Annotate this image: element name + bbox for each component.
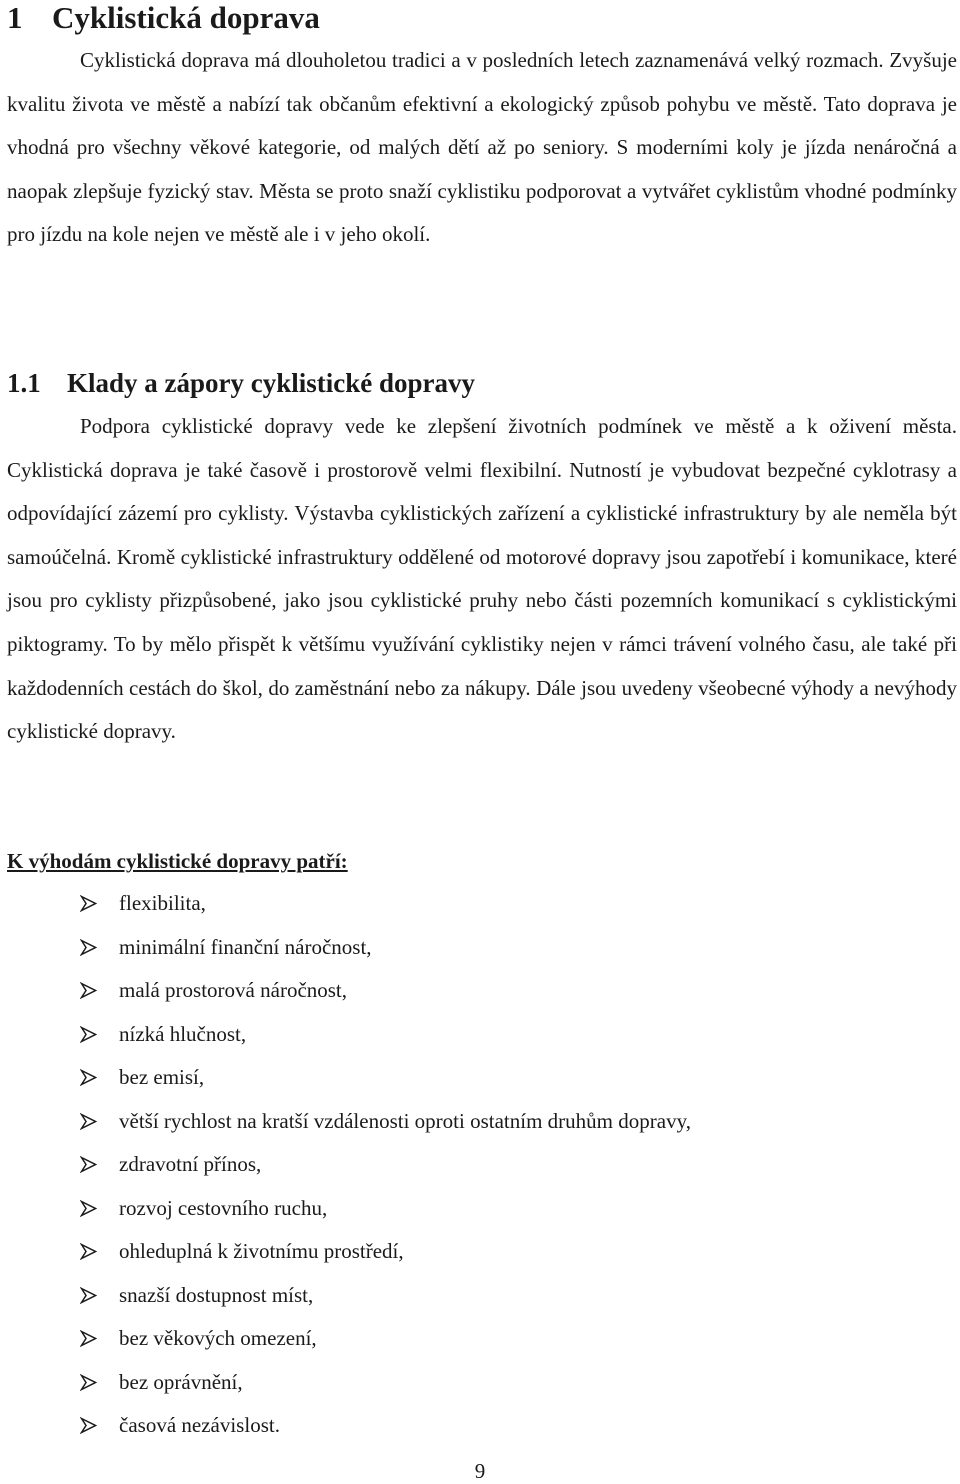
arrowhead-bullet-icon <box>7 1243 119 1260</box>
arrowhead-bullet-icon <box>7 1374 119 1391</box>
arrowhead-bullet-icon <box>7 939 119 956</box>
list-item <box>7 882 691 926</box>
list-item <box>7 1317 691 1361</box>
list-item-text: rozvoj cestovního ruchu, <box>119 1195 328 1220</box>
list-item <box>7 1013 691 1057</box>
list-item <box>7 1361 691 1405</box>
list-item-text: minimální finanční náročnost, <box>119 934 372 959</box>
list-item <box>7 1404 691 1448</box>
page-number: 9 <box>474 1459 486 1483</box>
list-item-text: bez věkových omezení, <box>119 1326 317 1350</box>
list-item <box>7 1056 691 1100</box>
section-number: 1 <box>7 0 23 35</box>
advantages-list <box>7 882 691 1448</box>
section-heading <box>7 0 320 36</box>
list-item <box>7 969 691 1013</box>
list-item <box>7 926 691 970</box>
list-item <box>7 1187 691 1231</box>
list-item-text: bez oprávnění, <box>119 1369 243 1394</box>
list-item <box>7 1274 691 1318</box>
arrowhead-bullet-icon <box>7 1156 119 1173</box>
list-item <box>7 1230 691 1274</box>
arrowhead-bullet-icon <box>7 1330 119 1347</box>
arrowhead-bullet-icon <box>7 1113 119 1130</box>
advantages-heading: K výhodám cyklistické dopravy patří: <box>7 849 348 873</box>
list-item-text: flexibilita, <box>119 891 206 915</box>
arrowhead-bullet-icon <box>7 1287 119 1304</box>
arrowhead-bullet-icon <box>7 1200 119 1217</box>
list-item-text: časová nezávislost. <box>119 1413 280 1437</box>
list-item-text: větší rychlost na kratší vzdálenosti oproti ostatním druhům dopravy, <box>119 1108 691 1133</box>
arrowhead-bullet-icon <box>7 1026 119 1043</box>
arrowhead-bullet-icon <box>7 982 119 999</box>
list-item-text: nízká hlučnost, <box>119 1021 247 1046</box>
subsection-paragraph: Podpora cyklistické dopravy vede ke zlepšení životních podmínek ve městě a k oživení města. Cyklistická doprava je také časově i prostorově velmi flexibilní. Nutností je vybudovat bezpečné cyklotrasy a odpovídající zázemí pro cyklisty. Výstavba cyklistických zařízení a cyklistické infrastruktury by ale neměla být samoúčelná. Kromě cyklistické infrastruktury oddělené od motorové dopravy jsou zapotřebí i komunikace, které jsou pro cyklisty přizpůsobené, jako jsou cyklistické pruhy nebo části pozemních komunikací s cyklistickými piktogramy. To by mělo přispět k většímu využívání cyklistiky nejen v rámci trávení volného času, ale také při každodenních cestách do škol, do zaměstnání nebo za nákupy. Dále jsou uvedeny všeobecné výhody a nevýhody cyklistické dopravy. <box>7 414 957 744</box>
list-item-text: zdravotní přínos, <box>119 1152 262 1176</box>
arrowhead-bullet-icon <box>7 1069 119 1086</box>
section-title: Cyklistická doprava <box>52 0 320 35</box>
subsection-title: Klady a zápory cyklistické dopravy <box>67 368 476 398</box>
list-item-text: ohleduplná k životnímu prostředí, <box>119 1239 404 1263</box>
section-paragraph: Cyklistická doprava má dlouholetou tradici a v posledních letech zaznamenává velký rozmach. Zvyšuje kvalitu života ve městě a nabízí tak občanům efektivní a ekologický způsob pohybu ve městě. Tato doprava je vhodná pro všechny věkové kategorie, od malých dětí až po seniory. S moderními koly je jízda nenáročná a naopak zlepšuje fyzický stav. Města se proto snaží cyklistiku podporovat a vytvářet cyklistům vhodné podmínky pro jízdu na kole nejen ve městě ale i v jeho okolí. <box>7 48 957 247</box>
arrowhead-bullet-icon <box>7 1417 119 1434</box>
arrowhead-bullet-icon <box>7 895 119 912</box>
subsection-heading <box>7 366 475 400</box>
list-item-text: snazší dostupnost míst, <box>119 1282 314 1307</box>
list-item <box>7 1100 691 1144</box>
list-item-text: bez emisí, <box>119 1065 205 1089</box>
list-item-text: malá prostorová náročnost, <box>119 978 348 1002</box>
list-item <box>7 1143 691 1187</box>
subsection-number: 1.1 <box>7 368 41 398</box>
